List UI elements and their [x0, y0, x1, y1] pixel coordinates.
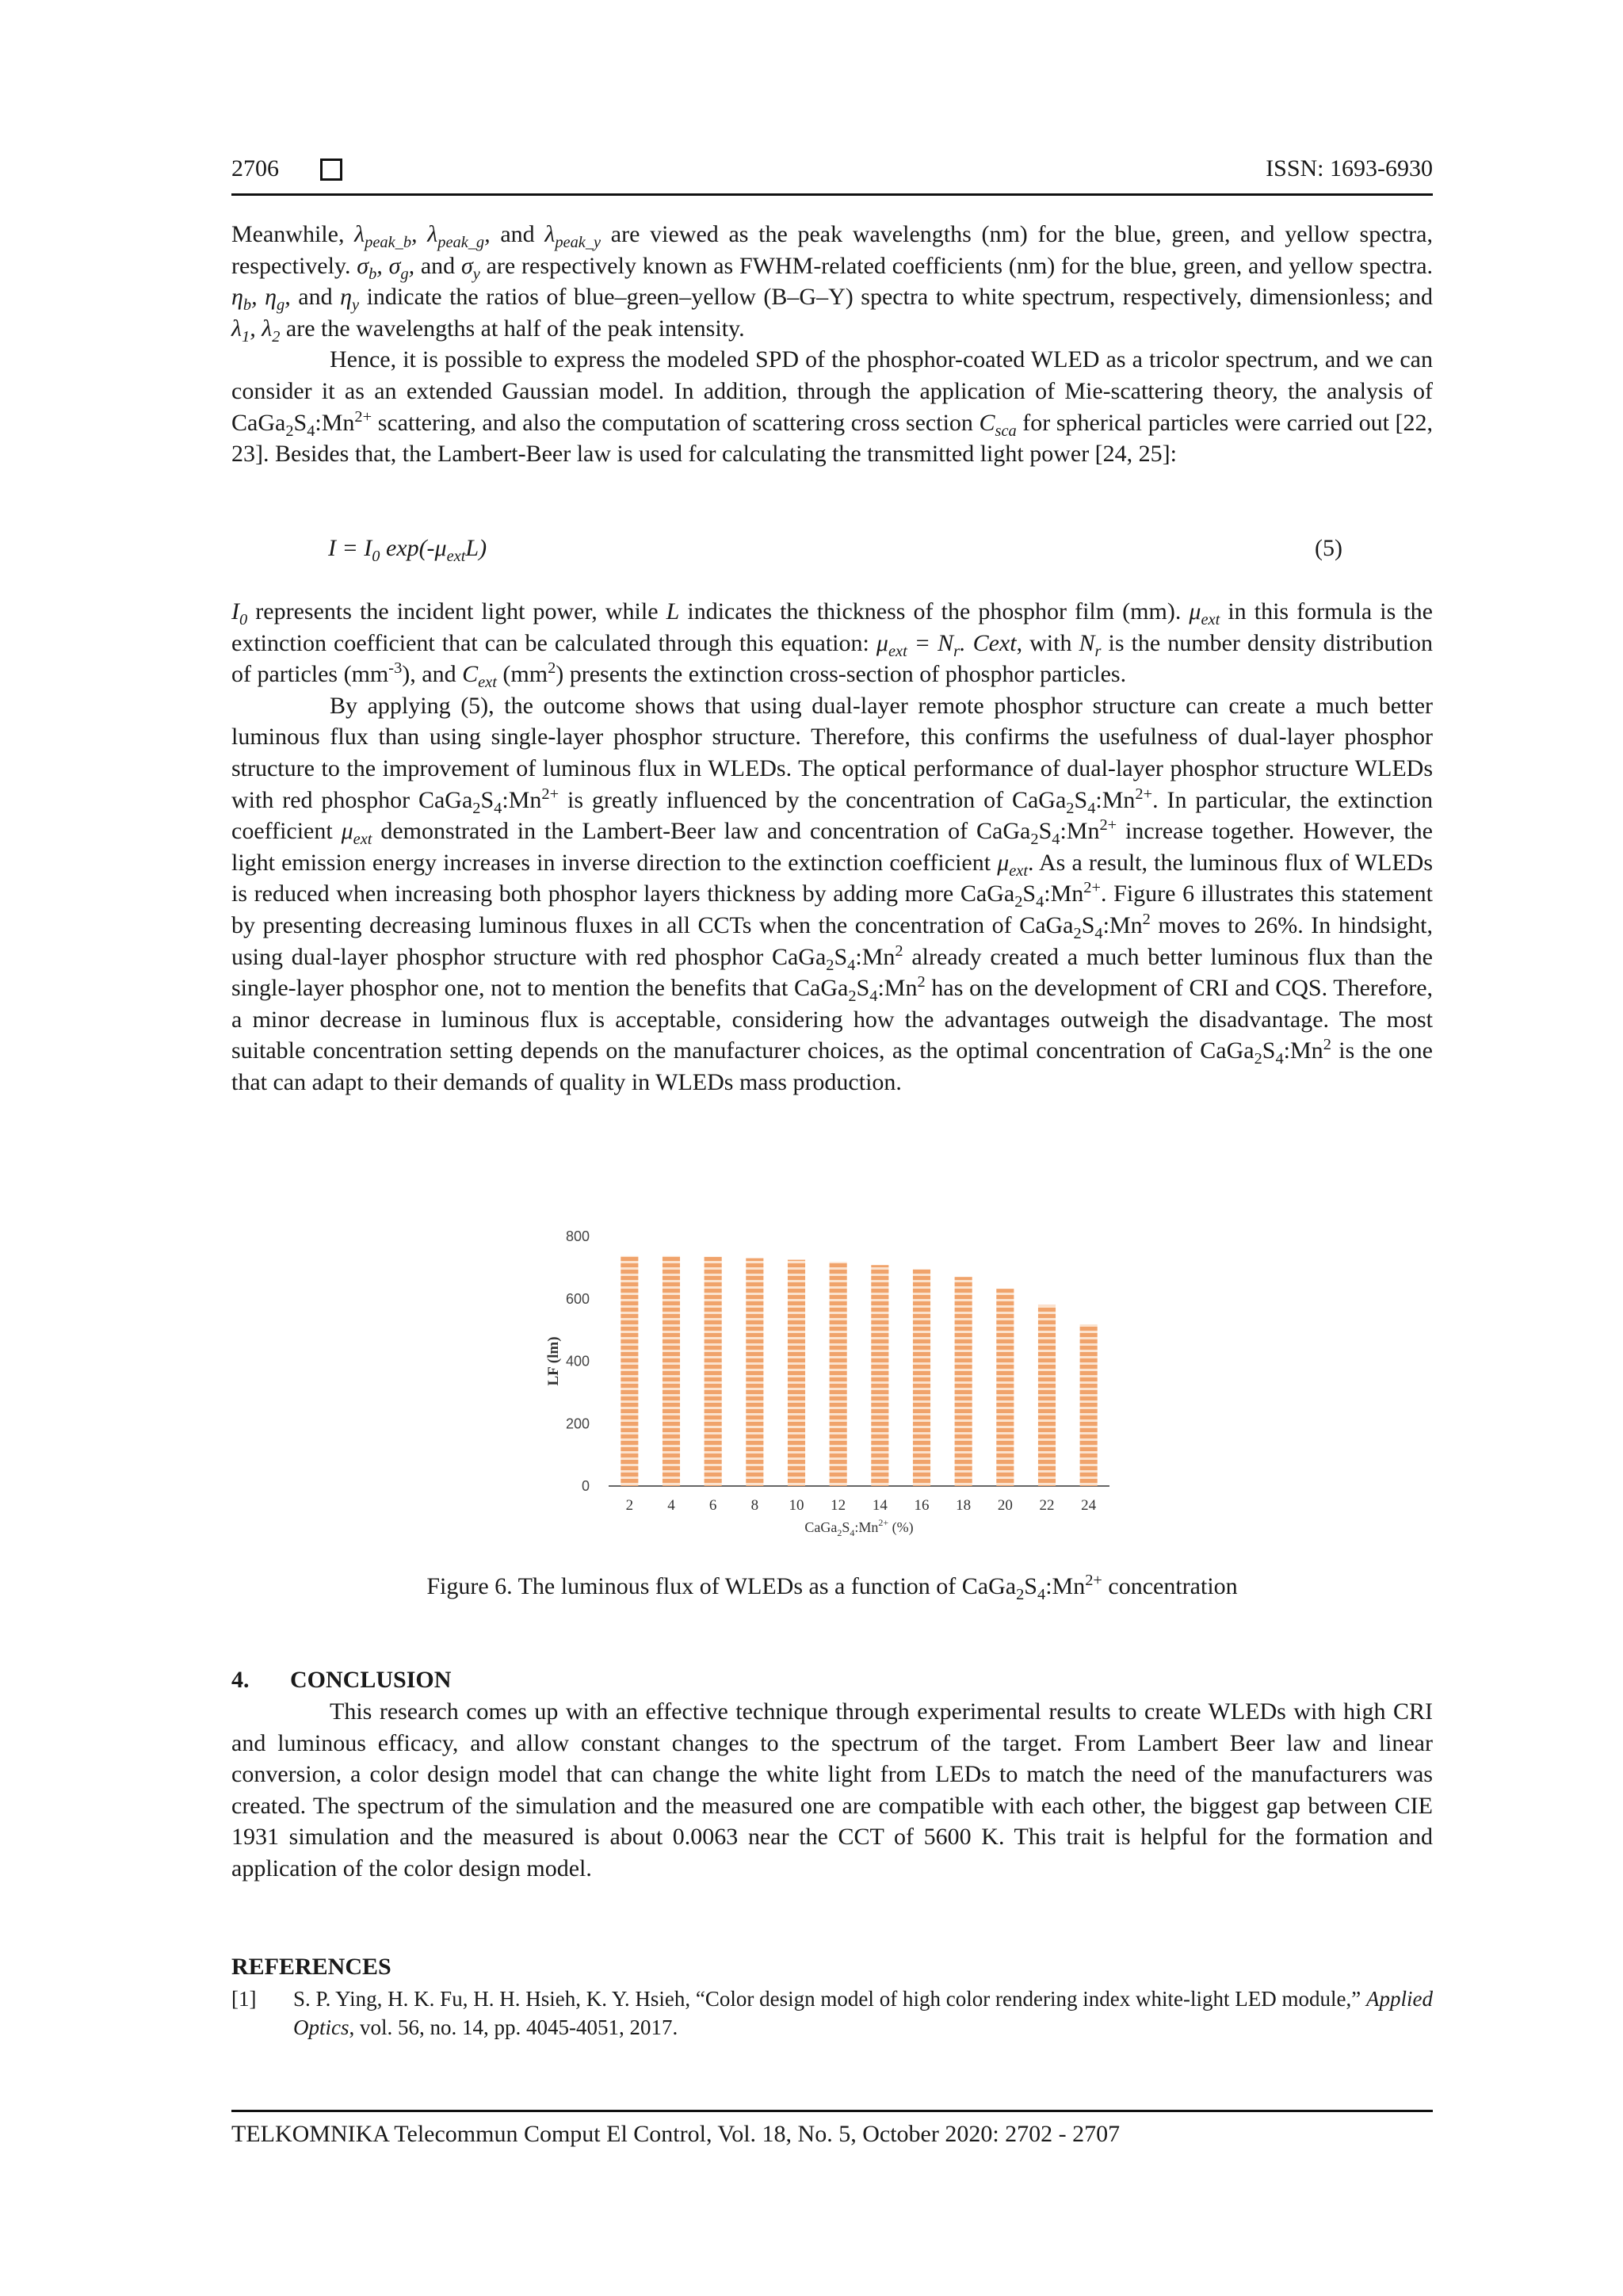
reference-authors-title: S. P. Ying, H. K. Fu, H. H. Hsieh, K. Y. Hsieh, “Color design model of high color rendering index white-light LED module,” — [293, 1987, 1367, 2011]
reference-details: , vol. 56, no. 14, pp. 4045-4051, 2017. — [349, 2015, 678, 2039]
conclusion-body — [231, 1696, 1433, 1885]
x-tick-label: 16 — [914, 1497, 930, 1514]
page-footer — [231, 2110, 1433, 2150]
x-tick-label: 22 — [1039, 1497, 1055, 1514]
paragraph-lambert-beer: $I_0$ represents the incident light power, while L indicates the thickness of the phosphor film (mm). $\mu_{ext}$ in this formula is the extinction coefficient that can be calculated through this equation: $\mu_{ext} = N_r$. Cext, with $N_r$ is the number density distribution of particles $(mm^{-3})$, and $C_{ext}$ $(mm^2)$ presents the extinction cross-section of phosphor particles. By applying (5), the outcome shows that using dual-layer remote phosphor structure can create a much better luminous flux than using single-layer phosphor structure. Therefore, this confirms the usefulness of dual-layer phosphor structure to the improvement of luminous flux in WLEDs. The optical performance of dual-layer phosphor structure WLEDs with red phosphor $CaGa_2S_4:Mn^{2+}$ is greatly influenced by the concentration of $CaGa_2S_4:Mn^{2+}$. In particular, the extinction coefficient $\mu_{ext}$ demonstrated in the Lambert-Beer law and concentration of $CaGa_2S_4:Mn^{2+}$ increase together. However, the light emission energy increases in inverse direction to the extinction coefficient $\mu_{ext}$. As a result, the luminous flux of WLEDs is reduced when increasing both phosphor layers thickness by adding more $CaGa_2S_4:Mn^{2+}$. Figure 6 illustrates this statement by presenting decreasing luminous fluxes in all CCTs when the concentration of $CaGa_2S_4:Mn^2$ moves to 26%. In hindsight, using dual-layer phosphor structure with red phosphor $CaGa_2S_4:Mn^2$ already created a much better luminous flux than the single-layer phosphor one, not to mention the benefits that $CaGa_2S_4:Mn^2$ has on the development of CRI and CQS. Therefore, a minor decrease in luminous flux is acceptable, considering how the advantages outweigh the disadvantage. The most suitable concentration setting depends on the manufacturer choices, as the optimal concentration of $CaGa_2S_4:Mn^2$ is the one that can adapt to their demands of quality in WLEDs mass production. — [231, 598, 1434, 1095]
x-tick-label: 8 — [750, 1497, 759, 1514]
paragraph-definitions: Meanwhile, $\lambda_{peak\_b}$, $\lambda_{peak\_g}$, and $\lambda_{peak\_y}$ are viewed as the peak wavelengths (nm) for the blue, green, and yellow spectra, respectively. $\sigma_b$, $\sigma_g$, and $\sigma_y$ are respectively known as FWHM-related coefficients (nm) for the blue, green, and yellow spectra. $\eta_b$, $\eta_g$, and $\eta_y$ indicate the ratios of blue–green–yellow (B–G–Y) spectra to white spectrum, respectively, dimensionless; and $\lambda_1$, $\lambda_2$ are the wavelengths at half of the peak intensity. Hence, it is possible to express the modeled SPD of the phosphor-coated WLED as a tricolor spectrum, and we can consider it as an extended Gaussian model. In addition, through the application of Mie-scattering theory, the analysis of $CaGa_2S_4:Mn^{2+}$ scattering, and also the computation of scattering cross section $C_{sca}$ for spherical particles were carried out [22, 23]. Besides that, the Lambert-Beer law is used for calculating the transmitted light power [24, 25]: — [231, 221, 1434, 468]
x-tick-label: 2 — [625, 1497, 634, 1514]
luminous-flux-bar-chart — [539, 1213, 1125, 1545]
bar — [1080, 1324, 1098, 1486]
y-axis-label: LF (lm) — [545, 1336, 562, 1386]
chart-bars — [621, 1256, 1097, 1486]
equation-5: $I = I_0$ $\exp(-\mu_{ext}L)$ (5) — [328, 535, 1342, 565]
caption-prefix: Figure 6. The luminous flux of WLEDs as a function of CaGa — [426, 1573, 1017, 1599]
bar — [788, 1260, 805, 1486]
page-header — [231, 155, 1433, 196]
caption-suffix: concentration — [1102, 1573, 1238, 1599]
y-tick-label: 0 — [581, 1478, 590, 1494]
section-title: CONCLUSION — [290, 1667, 452, 1693]
x-tick-label: 18 — [956, 1497, 972, 1514]
y-tick-label: 600 — [565, 1290, 590, 1307]
bar — [663, 1256, 680, 1486]
x-tick-label: 4 — [667, 1497, 675, 1514]
references-heading: REFERENCES — [231, 1954, 391, 1980]
conclusion-heading — [231, 1664, 451, 1696]
x-tick-label: 24 — [1081, 1497, 1097, 1514]
section-number: 4. — [231, 1667, 250, 1693]
y-tick-label: 200 — [565, 1415, 590, 1432]
x-tick-label: 20 — [997, 1497, 1013, 1514]
page-number: 2706 — [231, 155, 279, 181]
x-tick-label: 10 — [789, 1497, 804, 1514]
reference-journal: Applied Optics — [293, 1987, 1433, 2039]
reference-item — [231, 1985, 1433, 2042]
x-tick-label: 14 — [872, 1497, 888, 1514]
bar — [996, 1289, 1014, 1486]
figure-caption: Figure 6. The luminous flux of WLEDs as a function of $CaGa_2S_4:Mn^{2+}$ concentration — [426, 1572, 1238, 1603]
bar — [830, 1262, 847, 1486]
bar — [871, 1265, 888, 1486]
bar — [913, 1269, 930, 1486]
square-icon — [320, 159, 342, 181]
issn: ISSN: 1693-6930 — [1266, 155, 1433, 181]
bar — [621, 1256, 638, 1486]
y-tick-label: 800 — [565, 1228, 590, 1244]
x-axis-label: $CaGa_2S_4:Mn^{2+}$ (%) — [804, 1517, 914, 1538]
bar — [1038, 1305, 1056, 1486]
bar — [746, 1259, 763, 1486]
y-tick-label: 400 — [565, 1353, 590, 1370]
x-tick-label: 12 — [831, 1497, 846, 1514]
conclusion-paragraph: This research comes up with an effective technique through experimental results to create WLEDs with high CRI and luminous efficacy, and allow constant changes to the spectrum of the target. From Lambert Beer law and linear conversion, a color design model that can change the white light from LEDs to match the need of the manufacturers was created. The spectrum of the simulation and the measured one are compatible with each other, the biggest gap between CIE 1931 simulation and the measured is about 0.0063 near the CCT of 5600 K. This trait is helpful for the formation and application of the color design model. — [231, 1698, 1433, 1881]
footer-text: TELKOMNIKA Telecommun Comput El Control, Vol. 18, No. 5, October 2020: 2702 - 2707 — [231, 2121, 1121, 2147]
bar — [955, 1277, 972, 1486]
reference-number: [1] — [231, 1987, 257, 2011]
x-tick-label: 6 — [708, 1497, 717, 1514]
bar — [705, 1257, 722, 1486]
